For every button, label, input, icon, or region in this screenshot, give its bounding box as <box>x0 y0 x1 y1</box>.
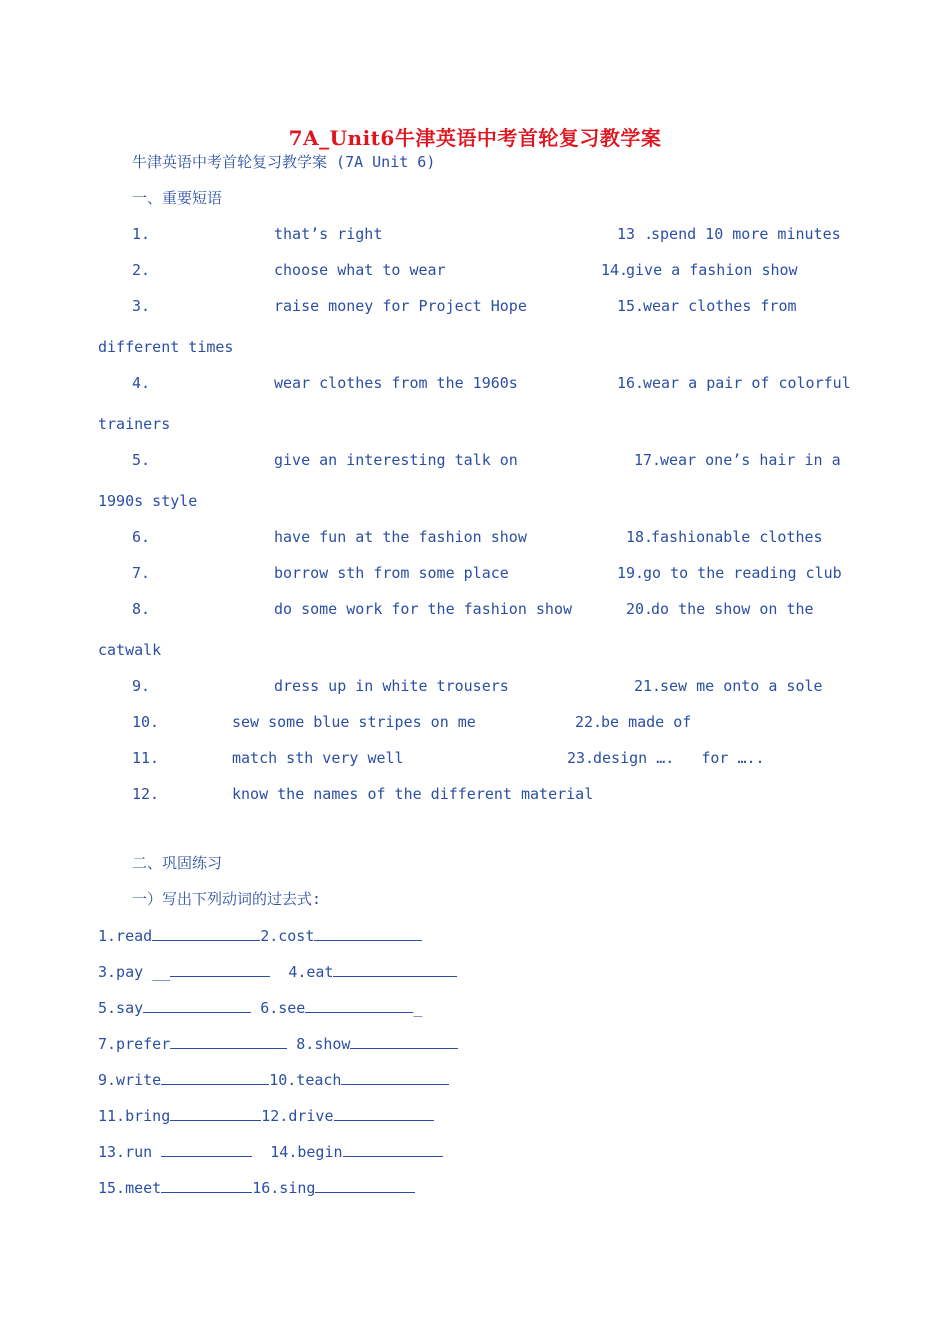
answer-blank[interactable] <box>170 1105 261 1121</box>
phrase-number: 16. <box>617 374 645 392</box>
phrase-number: 20. <box>626 600 654 618</box>
answer-blank[interactable] <box>350 1033 458 1049</box>
phrase-text: wear one’s hair in a <box>660 451 841 469</box>
answer-blank[interactable] <box>170 1033 287 1049</box>
answer-blank[interactable] <box>343 1141 443 1157</box>
answer-blank[interactable] <box>161 1177 252 1193</box>
phrase-number: 15. <box>617 297 645 315</box>
phrase-text: give an interesting talk on <box>274 451 518 469</box>
verb-label: 6.see <box>260 999 306 1017</box>
verb-label: 8.show <box>296 1035 351 1053</box>
answer-blank[interactable] <box>305 997 413 1013</box>
answer-blank[interactable] <box>161 1141 252 1157</box>
verb-label: 2.cost <box>260 927 315 945</box>
phrase-text: dress up in white trousers <box>274 677 509 695</box>
verb-exercise <box>98 1033 458 1054</box>
section1-heading: 一、重要短语 <box>132 189 223 207</box>
verb-exercise <box>98 1105 434 1126</box>
answer-blank[interactable] <box>341 1069 449 1085</box>
answer-blank[interactable] <box>315 1177 415 1193</box>
answer-blank[interactable] <box>334 1105 434 1121</box>
phrase-text: wear clothes from the 1960s <box>274 374 518 392</box>
phrase-text: that’s right <box>274 225 383 243</box>
phrase-number: 13 . <box>617 225 654 243</box>
verb-label: 7.prefer <box>98 1035 171 1053</box>
phrase-number: 7. <box>132 564 151 582</box>
verb-label: 3.pay <box>98 963 144 981</box>
phrase-text: sew me onto a sole <box>660 677 823 695</box>
underline-mark: _ <box>413 999 423 1017</box>
phrase-number: 4. <box>132 374 151 392</box>
verb-label: 14.begin <box>270 1143 343 1161</box>
verb-label: 5.say <box>98 999 144 1017</box>
page-title: 7A_Unit6牛津英语中考首轮复习教学案 <box>288 126 662 150</box>
answer-blank[interactable] <box>143 997 251 1013</box>
answer-blank[interactable] <box>170 961 270 977</box>
subtitle: 牛津英语中考首轮复习教学案 (7A Unit 6) <box>132 153 436 171</box>
section2-heading: 二、巩固练习 <box>132 854 223 872</box>
phrase-continuation: catwalk <box>98 641 162 659</box>
phrase-number: 3. <box>132 297 151 315</box>
verb-exercise <box>98 961 457 982</box>
answer-blank[interactable] <box>161 1069 269 1085</box>
phrase-text: know the names of the different material <box>232 785 594 803</box>
verb-label: 9.write <box>98 1071 162 1089</box>
verb-exercise <box>98 1177 415 1198</box>
verb-label: 15.meet <box>98 1179 162 1197</box>
phrase-number: 19. <box>617 564 645 582</box>
phrase-number: 22. <box>575 713 603 731</box>
phrase-number: 11. <box>132 749 160 767</box>
answer-blank[interactable] <box>314 925 422 941</box>
verb-exercise <box>98 997 422 1018</box>
phrase-continuation: 1990s style <box>98 492 198 510</box>
verb-label: 1.read <box>98 927 153 945</box>
verb-label: 11.bring <box>98 1107 171 1125</box>
phrase-text: wear clothes from <box>643 297 797 315</box>
phrase-number: 9. <box>132 677 151 695</box>
phrase-continuation: different times <box>98 338 234 356</box>
phrase-number: 6. <box>132 528 151 546</box>
verb-exercise <box>98 1069 449 1090</box>
verb-label: 10.teach <box>269 1071 342 1089</box>
phrase-text: spend 10 more minutes <box>651 225 841 243</box>
phrase-number: 14. <box>601 261 629 279</box>
phrase-number: 8. <box>132 600 151 618</box>
phrase-text: have fun at the fashion show <box>274 528 527 546</box>
phrase-number: 17. <box>634 451 662 469</box>
verb-exercise <box>98 1141 443 1162</box>
phrase-number: 10. <box>132 713 160 731</box>
verb-label: 13.run <box>98 1143 153 1161</box>
verb-exercise <box>98 925 422 946</box>
phrase-number: 23. <box>567 749 595 767</box>
phrase-number: 21. <box>634 677 662 695</box>
phrase-text: sew some blue stripes on me <box>232 713 476 731</box>
phrase-text: wear a pair of colorful <box>643 374 851 392</box>
phrase-number: 5. <box>132 451 151 469</box>
phrase-number: 2. <box>132 261 151 279</box>
exercise-instruction: 一）写出下列动词的过去式: <box>132 890 322 908</box>
answer-blank[interactable] <box>152 925 260 941</box>
phrase-text: choose what to wear <box>274 261 446 279</box>
phrase-text: borrow sth from some place <box>274 564 509 582</box>
phrase-text: give a fashion show <box>626 261 798 279</box>
verb-label: 4.eat <box>288 963 334 981</box>
phrase-text: match sth very well <box>232 749 404 767</box>
answer-blank[interactable] <box>333 961 457 977</box>
phrase-text: do some work for the fashion show <box>274 600 573 618</box>
phrase-text: design …. for ….. <box>593 749 765 767</box>
verb-label: 16.sing <box>252 1179 316 1197</box>
phrase-number: 18. <box>626 528 654 546</box>
verb-label: 12.drive <box>261 1107 334 1125</box>
phrase-text: be made of <box>601 713 692 731</box>
phrase-text: raise money for Project Hope <box>274 297 527 315</box>
phrase-text: fashionable clothes <box>651 528 823 546</box>
phrase-number: 1. <box>132 225 151 243</box>
phrase-text: go to the reading club <box>643 564 842 582</box>
phrase-continuation: trainers <box>98 415 171 433</box>
phrase-number: 12. <box>132 785 160 803</box>
phrase-text: do the show on the <box>651 600 814 618</box>
underline-mark: __ <box>152 963 171 981</box>
